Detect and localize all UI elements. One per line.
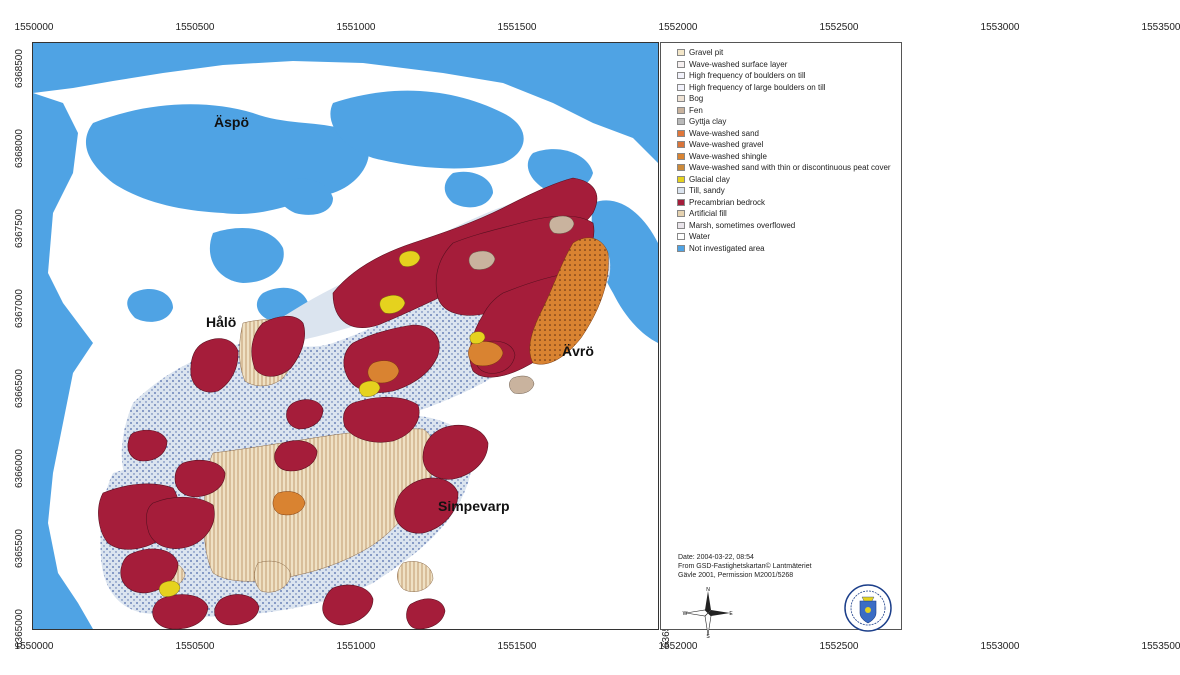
legend-swatch (677, 130, 685, 137)
legend-item (677, 208, 727, 219)
agency-seal-icon (843, 583, 893, 633)
credit-permission: Gävle 2001, Permission M2001/5268 (678, 572, 794, 579)
legend-swatch (677, 95, 685, 102)
legend-swatch (677, 84, 685, 91)
legend-swatch (677, 187, 685, 194)
y-tick-label: 6365000 (14, 609, 25, 648)
legend-swatch (677, 61, 685, 68)
legend-swatch (677, 176, 685, 183)
legend-item (677, 82, 826, 93)
place-halo: Hålö (206, 314, 237, 330)
legend-item (677, 139, 763, 150)
legend-label: Precambrian bedrock (689, 197, 766, 207)
x-tick-label: 1551000 (336, 641, 376, 652)
x-tick-label: 1552000 (658, 641, 698, 652)
geology-map (33, 43, 658, 629)
legend-item (677, 59, 787, 70)
legend-swatch (677, 153, 685, 160)
legend-label: Wave-washed surface layer (689, 59, 788, 69)
legend-item (677, 116, 726, 127)
map-credits (678, 553, 812, 580)
x-tick-label: 1550000 (14, 22, 54, 33)
legend-swatch (677, 107, 685, 114)
legend-swatch (677, 222, 685, 229)
x-tick-label: 1552000 (658, 22, 698, 33)
y-tick-label: 6367000 (14, 289, 25, 328)
x-tick-label: 1552500 (819, 641, 859, 652)
legend-label: Wave-washed gravel (689, 140, 764, 149)
legend-swatch (677, 118, 685, 125)
legend-swatch (677, 245, 685, 252)
legend-item (677, 231, 710, 242)
legend-label: Bog (689, 94, 704, 103)
legend-label: Fen (689, 105, 703, 115)
legend-swatch (677, 210, 685, 217)
legend-swatch (677, 164, 685, 171)
legend-item (677, 174, 730, 185)
compass-w: W (682, 611, 688, 617)
legend-label: High frequency of large boulders on till (689, 82, 826, 92)
legend-label: Wave-washed shingle (689, 151, 767, 161)
credit-source: From GSD-Fastighetskartan© Lantmäteriet (678, 563, 812, 570)
x-tick-label: 1550000 (14, 641, 54, 652)
legend-label: Wave-washed sand with thin or discontinuous peat cover (689, 163, 891, 172)
x-tick-label: 1551500 (497, 641, 537, 652)
compass-e: E (729, 611, 733, 617)
legend-item (677, 105, 703, 116)
legend-item (677, 47, 723, 58)
legend-label: Marsh, sometimes overflowed (689, 220, 796, 230)
x-tick-label: 1552500 (819, 22, 859, 33)
legend-label: Artificial fill (689, 209, 727, 218)
legend-item (677, 185, 725, 196)
place-aspo: Äspö (214, 114, 249, 130)
x-tick-label: 1553500 (1141, 641, 1180, 652)
y-tick-label: 6366500 (14, 369, 25, 408)
compass-rose-icon (683, 588, 733, 638)
y-tick-label: 6368000 (14, 129, 25, 168)
legend-panel (660, 42, 902, 630)
legend-label: Not investigated area (689, 243, 765, 253)
legend-item (677, 220, 795, 231)
map-frame (32, 42, 659, 630)
x-tick-label: 1553000 (980, 22, 1020, 33)
x-tick-label: 1553000 (980, 641, 1020, 652)
legend-label: Till, sandy (689, 186, 725, 195)
legend-item (677, 243, 765, 254)
y-tick-label: 6367500 (14, 209, 25, 248)
x-tick-label: 1550500 (175, 22, 215, 33)
legend-item (677, 151, 767, 162)
legend-item (677, 197, 765, 208)
compass-s: S (706, 634, 710, 640)
legend-label: Gyttja clay (689, 117, 727, 126)
legend-swatch (677, 233, 685, 240)
legend-item (677, 128, 759, 139)
legend-swatch (677, 72, 685, 79)
legend-swatch (677, 141, 685, 148)
compass-n: N (706, 587, 710, 593)
credit-date: Date: 2004-03-22, 08:54 (678, 554, 754, 561)
legend-label: Wave-washed sand (689, 128, 759, 138)
legend-item (677, 70, 806, 81)
x-tick-label: 1550500 (175, 641, 215, 652)
legend-label: High frequency of boulders on till (689, 71, 806, 80)
legend-item (677, 93, 703, 104)
y-tick-label: 6368500 (14, 49, 25, 88)
x-tick-label: 1551000 (336, 22, 376, 33)
y-tick-label: 6366000 (14, 449, 25, 488)
legend-label: Water (689, 232, 711, 241)
legend-swatch (677, 49, 685, 56)
place-simpevarp: Simpevarp (438, 498, 510, 514)
legend-swatch (677, 199, 685, 206)
legend-item (677, 162, 891, 173)
legend-label: Gravel pit (689, 48, 724, 57)
x-tick-label: 1553500 (1141, 22, 1180, 33)
legend-label: Glacial clay (689, 174, 730, 184)
place-avro: Ävrö (562, 343, 594, 359)
x-tick-label: 1551500 (497, 22, 537, 33)
y-tick-label: 6365500 (14, 529, 25, 568)
